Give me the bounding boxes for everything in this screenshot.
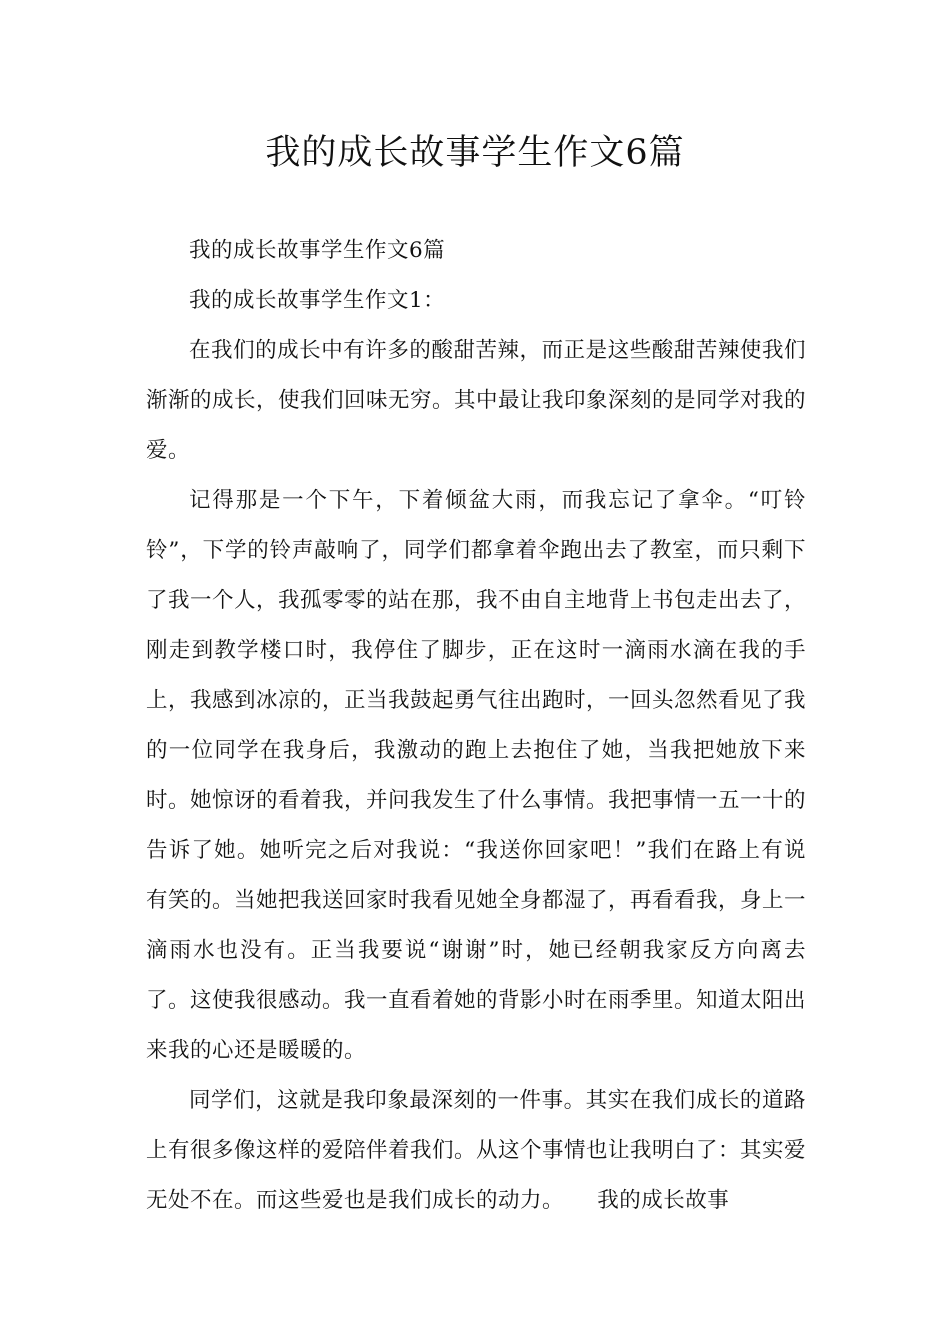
paragraph-intro: 在我们的成长中有许多的酸甜苦辣，而正是这些酸甜苦辣使我们渐渐的成长，使我们回味无穷。其中最让我印象深刻的是同学对我的爱。 bbox=[146, 338, 807, 463]
paragraph-subtitle: 我的成长故事学生作文6篇 bbox=[189, 238, 446, 263]
paragraph-essay-heading: 我的成长故事学生作文1： bbox=[189, 288, 446, 313]
paragraph-story: 记得那是一个下午，下着倾盆大雨，而我忘记了拿伞。“叮铃铃”，下学的铃声敲响了，同学们都拿着伞跑出去了教室，而只剩下了我一个人，我孤零零的站在那，我不由自主地背上书包走出去了，刚走到教学楼口时，我停住了脚步，正在这时一滴雨水滴在我的手上，我感到冰凉的，正当我鼓起勇气往出跑时，一回头忽然看见了我的一位同学在我身后，我激动的跑上去抱住了她，当我把她放下来时。她惊讶的看着我，并问我发生了什么事情。我把事情一五一十的告诉了她。她听完之后对我说：“我送你回家吧！”我们在路上有说有笑的。当她把我送回家时我看见她全身都湿了，再看看我，身上一滴雨水也没有。正当我要说“谢谢”时，她已经朝我家反方向离去了。这使我很感动。我一直看着她的背影小时在雨季里。知道太阳出来我的心还是暖暖的。 bbox=[146, 488, 807, 1063]
document-title: 我的成长故事学生作文6篇 bbox=[265, 133, 685, 173]
document-body bbox=[146, 226, 806, 1226]
paragraph-conclusion: 同学们，这就是我印象最深刻的一件事。其实在我们成长的道路上有很多像这样的爱陪伴着我们。从这个事情也让我明白了：其实爱无处不在。而这些爱也是我们成长的动力。 我的成长故事 bbox=[146, 1088, 807, 1213]
